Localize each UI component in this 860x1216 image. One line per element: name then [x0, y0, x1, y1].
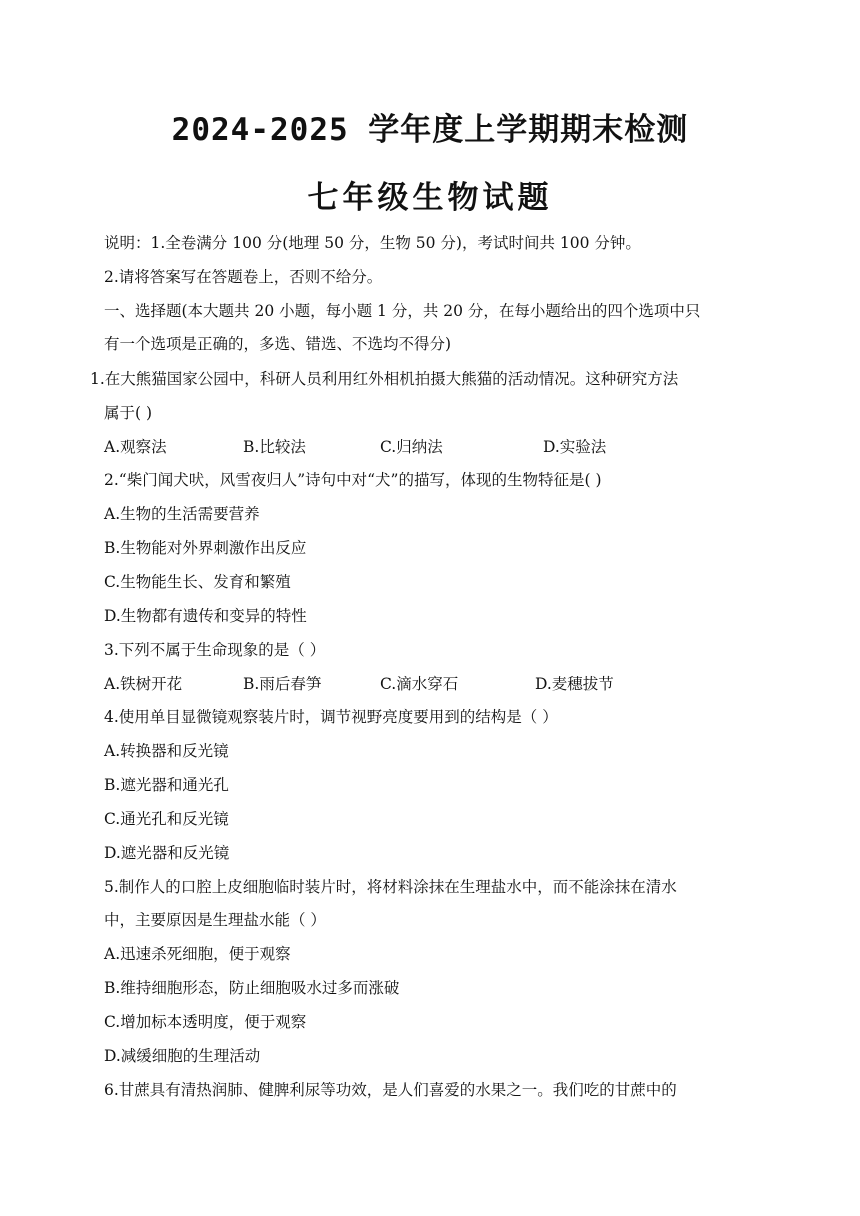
question-3-option-d: D.麦穗拔节 [535, 675, 614, 693]
question-3-option-b: B.雨后春笋 [243, 675, 322, 693]
note-line-1: 说明：1.全卷满分 100 分(地理 50 分，生物 50 分)，考试时间共 100 分钟。 [104, 234, 641, 252]
question-3-option-c: C.滴水穿石 [380, 675, 459, 693]
section-heading-line-1: 一、选择题(本大题共 20 小题，每小题 1 分，共 20 分，在每小题给出的四个选项中只 [104, 302, 701, 320]
question-2-stem: 2.“柴门闻犬吠，风雪夜归人”诗句中对“犬”的描写，体现的生物特征是( ) [104, 471, 602, 489]
question-6-stem: 6.甘蔗具有清热润肺、健脾利尿等功效，是人们喜爱的水果之一。我们吃的甘蔗中的 [104, 1081, 677, 1099]
question-5-option-b: B.维持细胞形态，防止细胞吸水过多而涨破 [104, 979, 400, 997]
question-5-option-a: A.迅速杀死细胞，便于观察 [104, 945, 291, 963]
question-3-stem: 3.下列不属于生命现象的是（ ） [104, 641, 326, 659]
question-5-option-d: D.减缓细胞的生理活动 [104, 1047, 261, 1065]
question-2-option-c: C.生物能生长、发育和繁殖 [104, 573, 291, 591]
question-4-stem: 4.使用单目显微镜观察装片时，调节视野亮度要用到的结构是（ ） [104, 708, 558, 726]
question-1-option-c: C.归纳法 [380, 438, 443, 456]
question-1-option-d: D.实验法 [543, 438, 607, 456]
question-4-option-d: D.遮光器和反光镜 [104, 844, 230, 862]
question-1-option-b: B.比较法 [243, 438, 306, 456]
question-2-option-a: A.生物的生活需要营养 [104, 505, 260, 523]
exam-title: 2024-2025 学年度上学期期末检测 [171, 112, 689, 148]
question-1-stem-line-1: 1.在大熊猫国家公园中，科研人员利用红外相机拍摄大熊猫的活动情况。这种研究方法 [90, 370, 679, 388]
question-2-option-b: B.生物能对外界刺激作出反应 [104, 539, 307, 557]
section-heading-line-2: 有一个选项是正确的，多选、错选、不选均不得分) [104, 335, 452, 353]
note-line-2: 2.请将答案写在答题卷上，否则不给分。 [104, 268, 383, 286]
question-5-option-c: C.增加标本透明度，便于观察 [104, 1013, 307, 1031]
question-1-stem-line-2: 属于( ) [104, 404, 153, 422]
question-3-option-a: A.铁树开花 [104, 675, 183, 693]
exam-subtitle: 七年级生物试题 [307, 180, 553, 216]
question-4-option-b: B.遮光器和通光孔 [104, 776, 229, 794]
question-5-stem-line-2: 中，主要原因是生理盐水能（ ） [104, 911, 326, 929]
question-5-stem-line-1: 5.制作人的口腔上皮细胞临时装片时，将材料涂抹在生理盐水中，而不能涂抹在清水 [104, 878, 677, 896]
question-1-option-a: A.观察法 [104, 438, 167, 456]
question-2-option-d: D.生物都有遗传和变异的特性 [104, 607, 307, 625]
question-4-option-a: A.转换器和反光镜 [104, 742, 229, 760]
question-4-option-c: C.通光孔和反光镜 [104, 810, 229, 828]
